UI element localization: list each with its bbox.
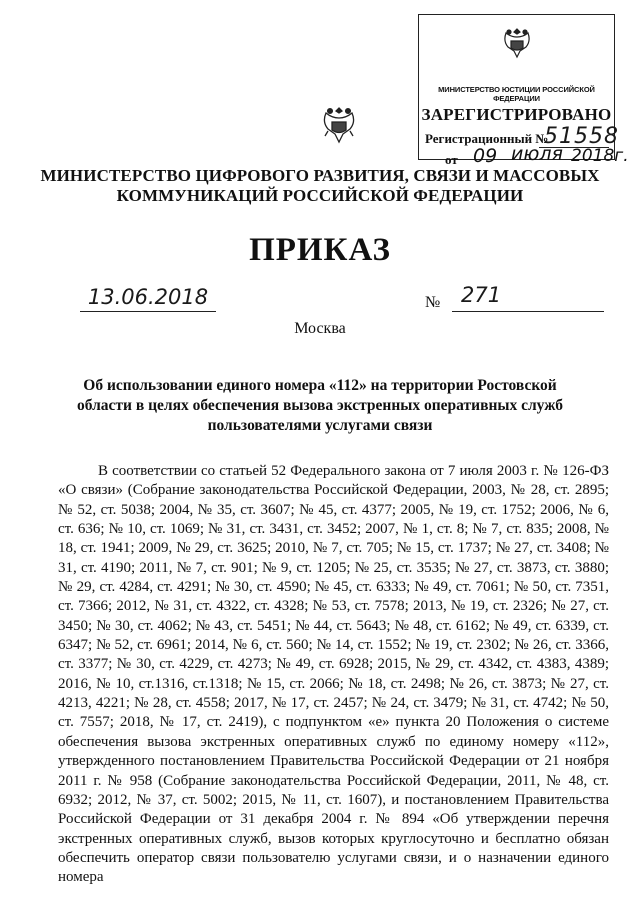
coat-of-arms-icon — [319, 104, 359, 146]
ministry-title: МИНИСТЕРСТВО ЦИФРОВОГО РАЗВИТИЯ, СВЯЗИ И МАССОВЫХ КОММУНИКАЦИЙ РОССИЙСКОЙ ФЕДЕРАЦИИ — [40, 166, 600, 205]
stamp-date-day: 09 — [473, 145, 498, 167]
stamp-status: ЗАРЕГИСТРИРОВАНО — [421, 105, 612, 124]
stamp-date-year: 2018г. — [571, 146, 629, 166]
registration-stamp — [418, 14, 629, 167]
city: Москва — [294, 320, 346, 337]
order-number-underline — [452, 311, 604, 312]
order-number-label: № — [425, 294, 441, 311]
stamp-date-from: от — [445, 152, 458, 167]
order-date: 13.06.2018 — [87, 285, 209, 309]
order-date-underline — [80, 311, 216, 312]
stamp-ministry: МИНИСТЕРСТВО ЮСТИЦИИ РОССИЙСКОЙ ФЕДЕРАЦИИ — [438, 85, 595, 103]
body-paragraph: В соответствии со статьей 52 Федерального закона от 7 июля 2003 г. № 126-ФЗ «О связи» (Собрание законодательства Российской Федерации, 2003, № 28, ст. 2895; № 52, ст. 5038; 2004, № 35, ст. 3607; № 45, ст. 4377; 2005, № 19, ст. 1752; 2006, № 6, ст. 636; № 10, ст. 1069; № 31, ст. 3431, ст. 3452; 2007, № 1, ст. 8; № 7, ст. 835; 2008, № 18, ст. 1941; 2009, № 29, ст. 3625; 2010, № 7, ст. 705; № 15, ст. 1737; № 27, ст. 3408; № 31, ст. 4190; 2011, № 7, ст. 901; № 9, ст. 1205; № 25, ст. 3535; № 27, ст. 3873, ст. 3880; № 29, ст. 4284, ст. 4291; № 30, ст. 4590; № 45, ст. 6333; № 49, ст. 7061; № 50, ст. 7351, ст. 7366; 2012, № 31, ст. 4322, ст. 4328; № 53, ст. 7578; 2013, № 19, ст. 2326; № 27, ст. 3450; № 30, ст. 4062; № 43, ст. 5451; № 44, ст. 5643; № 48, ст. 6162; № 49, ст. 6339, ст. 6347; № 52, ст. 6961; 2014, № 6, ст. 560; № 14, ст. 1552; № 19, ст. 2302; № 26, ст. 3366, ст. 3377; № 30, ст. 4229, ст. 4273; № 49, ст. 6928; 2015, № 29, ст. 4342, ст. 4383, 4389; 2016, № 10, ст.1316, ст.1318; № 15, ст. 2066; № 18, ст. 2498; № 26, ст. 3873; № 27, ст. 4213, 4221; № 28, ст. 4558; 2017, № 17, ст. 2457; № 24, ст. 3479; № 31, ст. 4742; № 50, ст. 7557; 2018, № 17, ст. 2419), с подпунктом «е» пункта 20 Положения о системе обеспечения вызова экстренных оперативных служб по единому номеру «112», утвержденного постановлением Правительства Российской Федерации от 21 ноября 2011 г. № 958 (Собрание законодательства Российской Федерации, 2011, № 48, ст. 6932; 2012, № 37, ст. 5002; 2015, № 11, ст. 1607), и постановлением Правительства Российской Федерации от 31 декабря 2004 г. № 894 «Об утверждении перечня экстренных оперативных служб, вызов которых круглосуточно и бесплатно обязан обеспечить оператор связи пользователю услугами связи, и о назначении единого номера — [58, 463, 609, 886]
stamp-date-month: июля — [511, 143, 563, 165]
coat-of-arms-icon — [497, 23, 537, 63]
stamp-regnum-value: 51558 — [544, 124, 619, 149]
order-number: 271 — [461, 283, 502, 307]
order-title: ПРИКАЗ — [249, 232, 391, 268]
order-subject: Об использовании единого номера «112» на территории Ростовской области в целях обеспечения вызова экстренных оперативных служб пользователями услугами связи — [76, 377, 564, 434]
stamp-regnum-label: Регистрационный № — [425, 131, 549, 146]
